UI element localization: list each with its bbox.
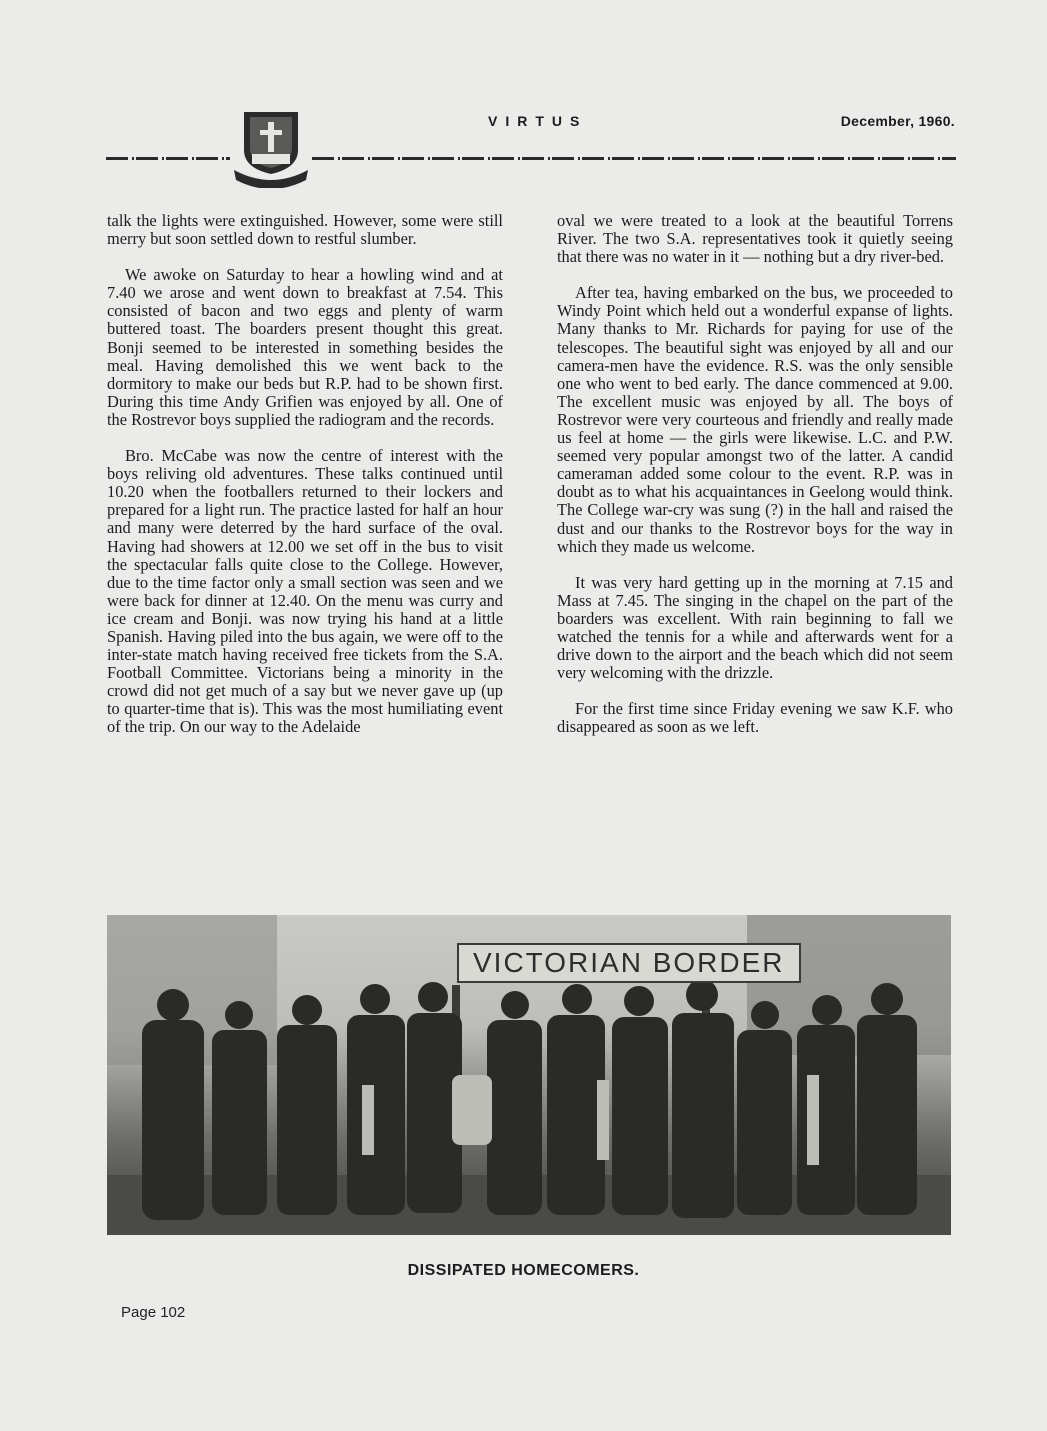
paragraph: talk the lights were extinguished. However, some were still merry but soon settled down to restful slumber.: [107, 211, 503, 249]
school-crest-icon: [230, 108, 312, 188]
header-rule-right: [312, 157, 956, 160]
paragraph: For the first time since Friday evening we saw K.F. who disappeared as soon as we left.: [557, 699, 953, 737]
paragraph: We awoke on Saturday to hear a howling wind and at 7.40 we arose and went down to breakfast at 7.54. This consisted of bacon and two eggs and plenty of warm buttered toast. The boarders present thought this great. Bonji seemed to be interested in something besides the meal. Having demolished this we went back to the dormitory to make our beds but R.P. had to be shown first. During this time Andy Grifien was enjoyed by all. One of the Rostrevor boys supplied the radiogram and the records.: [107, 265, 503, 429]
photo-caption: DISSIPATED HOMECOMERS.: [407, 1262, 640, 1279]
paragraph: After tea, having embarked on the bus, we proceeded to Windy Point which held out a wonderful expanse of lights. Many thanks to Mr. Richards for paying for use of the telescopes. The beautiful sight was enjoyed by all and our camera-men have the evidence. R.S. was the only sensible one who went to bed early. The dance commenced at 9.00. The excellent music was enjoyed by all. The boys of Rostrevor were very courteous and friendly and really made us feel at home — the girls were likewise. L.C. and P.W. seemed very popular amongst two of the latter. A candid cameraman added some colour to the event. R.P. was in doubt as to what his acquaintances in Geelong would think. The College war-cry was sung (?) in the hall and raised the dust and our thanks to the Rostrevor boys for the way in which they made us welcome.: [557, 283, 953, 556]
page-number: Page 102: [121, 1304, 186, 1321]
paragraph: It was very hard getting up in the morning at 7.15 and Mass at 7.45. The singing in the chapel on the part of the boarders was excellent. With rain beginning to fall we watched the tennis for a while and afterwards went for a drive down to the airport and the beach which did not seem very welcoming with the drizzle.: [557, 572, 953, 683]
page-header: [0, 0, 1047, 200]
paragraph: Bro. McCabe was now the centre of interest with the boys reliving old adventures. These talks continued until 10.20 when the footballers returned to their lockers and prepared for a light run. The practice lasted for half an hour and many were deterred by the hard surface of the oval. Having had showers at 12.00 we set off in the bus to visit the spectacular falls quite close to the College. However, due to the time factor only a small section was seen and we were back for dinner at 12.40. On the menu was curry and ice cream and Bonji. was now trying his hand at a little Spanish. Having piled into the bus again, we were off to the inter-state match having received free tickets from the S.A. Football Committee. Victorians being a minority in the crowd did not get much of a say but we never gave up (up to quarter-time that is). This was the most humiliating event of the trip. On our way to the Adelaide: [107, 446, 503, 737]
article-column-right: [557, 212, 953, 754]
magazine-title: VIRTUS: [488, 113, 588, 129]
article-column-left: [107, 212, 503, 755]
paragraph: oval we were treated to a look at the beautiful Torrens River. The two S.A. representatives took it quietly seeing that there was no water in it — nothing but a dry river-bed.: [557, 211, 953, 267]
group-photo: [107, 915, 951, 1235]
border-sign: VICTORIAN BORDER: [457, 943, 801, 983]
issue-date: December, 1960.: [840, 113, 955, 129]
header-rule-left: [106, 157, 230, 160]
